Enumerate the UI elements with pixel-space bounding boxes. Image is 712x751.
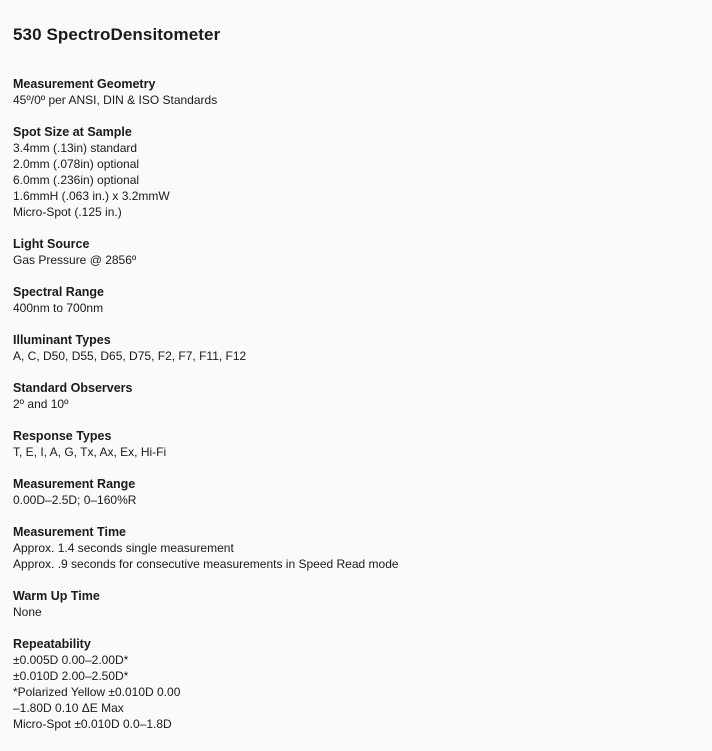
section-line: *Polarized Yellow ±0.010D 0.00 (13, 685, 181, 699)
spec-list (13, 76, 699, 732)
section-line: A, C, D50, D55, D65, D75, F2, F7, F11, F12 (13, 349, 247, 363)
section-heading: Light Source (13, 237, 90, 251)
section-line: 2º and 10º (13, 397, 69, 411)
spec-section-response-types (13, 428, 699, 460)
section-line: 3.4mm (.13in) standard (13, 141, 138, 155)
spec-section-standard-observers (13, 380, 699, 412)
spec-section-measurement-geometry (13, 76, 699, 108)
section-heading: Standard Observers (13, 381, 133, 395)
section-line: ±0.005D 0.00–2.00D* (13, 653, 129, 667)
section-heading: Measurement Time (13, 525, 127, 539)
section-heading: Warm Up Time (13, 589, 100, 603)
section-line: Micro-Spot (.125 in.) (13, 205, 122, 219)
section-line: Micro-Spot ±0.010D 0.0–1.8D (13, 717, 172, 731)
section-line: None (13, 605, 42, 619)
section-line: 1.6mmH (.063 in.) x 3.2mmW (13, 189, 170, 203)
spec-section-measurement-time (13, 524, 699, 572)
section-line: –1.80D 0.10 ΔE Max (13, 701, 124, 715)
section-line: ±0.010D 2.00–2.50D* (13, 669, 129, 683)
section-heading: Repeatability (13, 637, 91, 651)
section-heading: Measurement Geometry (13, 77, 156, 91)
spec-section-warm-up-time (13, 588, 699, 620)
section-line: 0.00D–2.5D; 0–160%R (13, 493, 137, 507)
section-heading: Spot Size at Sample (13, 125, 132, 139)
spec-section-measurement-range (13, 476, 699, 508)
section-heading: Illuminant Types (13, 333, 111, 347)
spec-section-illuminant-types (13, 332, 699, 364)
section-heading: Measurement Range (13, 477, 136, 491)
section-line: Gas Pressure @ 2856º (13, 253, 137, 267)
section-heading: Spectral Range (13, 285, 105, 299)
section-line: Approx. 1.4 seconds single measurement (13, 541, 234, 555)
spec-section-repeatability (13, 636, 699, 732)
section-line: 2.0mm (.078in) optional (13, 157, 140, 171)
spec-section-spectral-range (13, 284, 699, 316)
spec-section-light-source (13, 236, 699, 268)
section-line: 45º/0º per ANSI, DIN & ISO Standards (13, 93, 218, 107)
section-line: 400nm to 700nm (13, 301, 104, 315)
spec-section-spot-size (13, 124, 699, 220)
section-line: T, E, I, A, G, Tx, Ax, Ex, Hi-Fi (13, 445, 167, 459)
page-title: 530 SpectroDensitometer (13, 25, 221, 44)
section-heading: Response Types (13, 429, 112, 443)
section-line: Approx. .9 seconds for consecutive measurements in Speed Read mode (13, 557, 399, 571)
section-line: 6.0mm (.236in) optional (13, 173, 140, 187)
